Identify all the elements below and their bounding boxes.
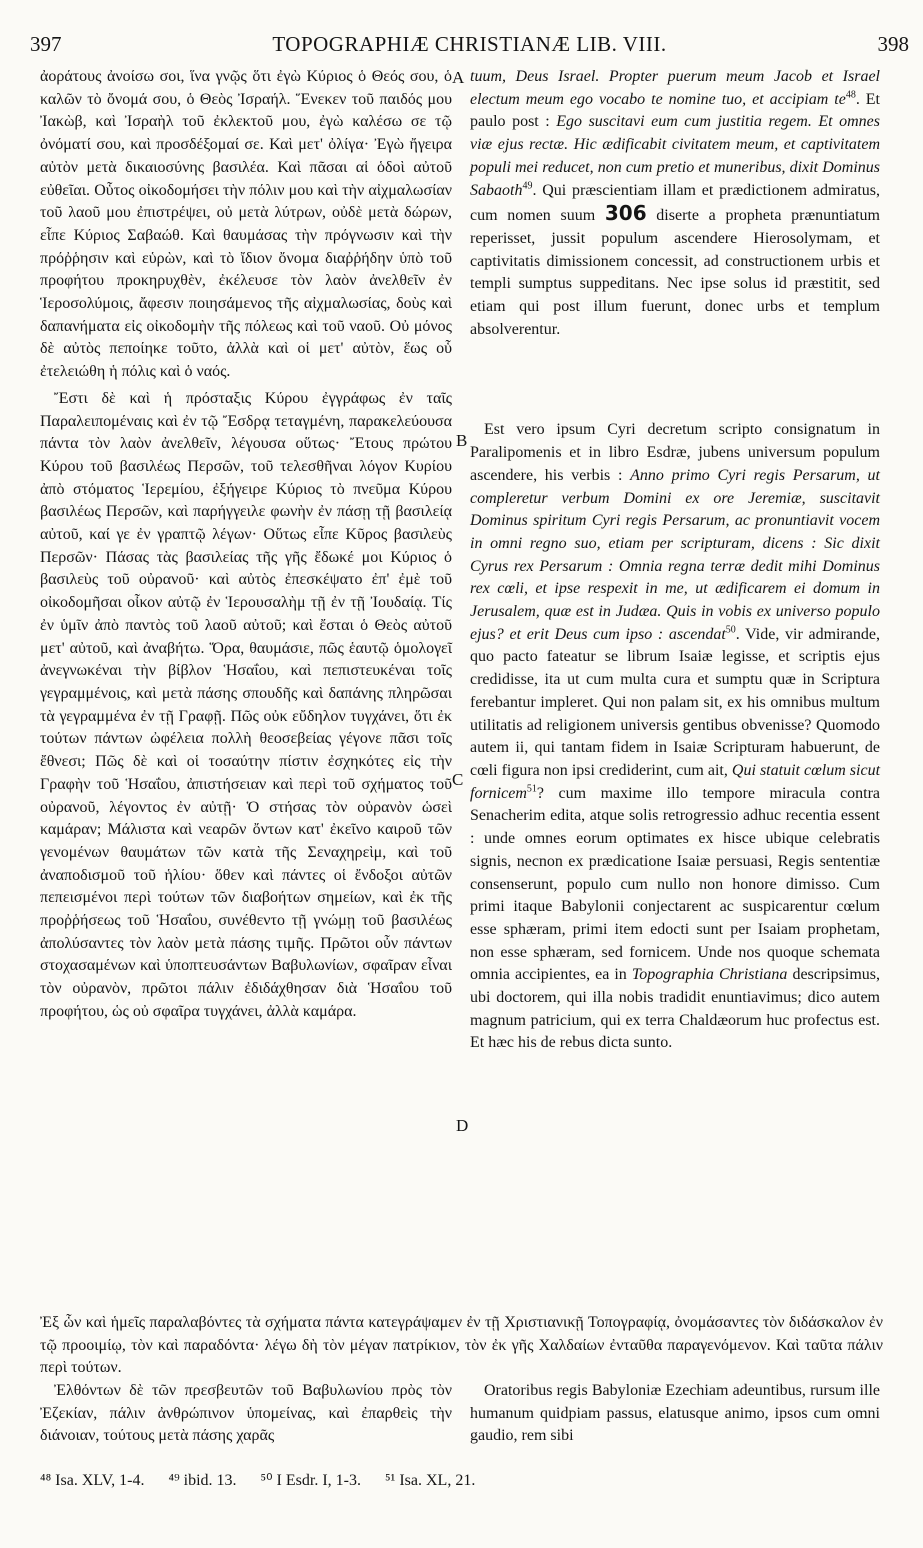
page-header (30, 32, 909, 62)
latin-text-5: . Vide, vir admirande, quo pacto fateatur se librum Isaiæ legisse, et scriptis ejus credidisse, ita ut cum multa cura et sumptu quæ in Scriptura ferebantur impleret. Qui non palam sit, ex his omnibus multum utilitatis ad religionem universis gentibus obvenisse? Quomodo autem ii, qui tantam fidem in Isaiæ Scripturam habuerunt, de cœli figura non ipsi crediderint, cum ait, (470, 625, 880, 779)
latin-text-7: descripsimus, ubi doctorem, qui illa nobis tradidit enuntiavimus; dico autem magnum patricium, qui ex terra Chaldæorum huc profectus est. Et hæc his de rebus dicta sunto. (470, 966, 880, 1052)
left-page-number: 397 (30, 32, 62, 56)
latin-text-3: diserte a propheta prænuntiatum reperisset, jussit populum ascendere Hierosolymam, et captivitatis dimissionem concessit, ad constructionem urbis et templi sumptus suppeditans. Nec ipse solus id præstitit, sed etiam qui post illum fuerunt, donec urbs et templum absolverentur. (470, 207, 881, 338)
latin-quote-2: Ego suscitavi eum cum justitia regem. Et omnes viæ ejus rectæ. Hic ædificabit civitatem meum, et captivitatem populi mei reducet, non cum pretio et muneribus, dixit Dominus Sabaoth (470, 113, 880, 199)
latin-text-2: . Qui præscientiam illam et prædictionem admiratus, cum nomen suum (470, 181, 880, 225)
latin-quote-4: Qui statuit cœlum sicut fornicem (470, 761, 881, 802)
page-marker-number: 306 (604, 201, 647, 226)
latin-text-4: Est vero ipsum Cyri decretum scripto consignatum in Paralipomenis et in libro Esdræ, jubens universum populum ascendere, his verbis : (470, 421, 880, 484)
greek-full-width-paragraph: Ἐξ ὧν καὶ ἡμεῖς παραλαβόντες τὰ σχήματα πάντα κατεγράψαμεν ἐν τῇ Χριστιανικῇ Τοπογραφίᾳ, ὀνομάσαντες τὸν διδάσκαλον ἐν τῷ προοιμίῳ, τὸν καὶ παραδόντα· λέγω δὴ τὸν μέγαν πατρίκιον, τὸν ἐκ γῆς Χαλδαίων ἐνταῦθα παραγενόμενον. Καὶ ταῦτα πάλιν περὶ τούτων. (40, 1314, 883, 1377)
footnote-49: ⁴⁹ ibid. 13. (168, 1472, 237, 1489)
footnote-ref-50: 50 (725, 624, 736, 636)
latin-quote-5: Topographia Christiana (631, 966, 788, 984)
footnote-ref-49: 49 (522, 180, 533, 192)
latin-text-6: ? cum maxime illo tempore miracula contra Senacherim edita, atque solis retrogressio adhuc recentia essent : unde omnes eorum optimates ex hisce ubique celebratis signis, necnon ex prædicatione Isaiæ persuasi, Regis sententiæ consenserunt, populo cum nullo non honore dimisso. Cum primi itaque Babylonii conjectarent ac suspicarentur cœlum esse sphæram, primi item edocti sunt per Isaiam prophetam, non esse sphæram, sed fornicem. Unde nos quoque schemata omnia accipientes, ea in (470, 784, 880, 984)
latin-quote-1: tuum, Deus Israel. Propter puerum meum Jacob et Israel electum meum ego vocabo te nomine tuo, et accipiam te (470, 68, 880, 108)
margin-letter-b: B (456, 431, 468, 450)
latin-text-1: . Et paulo post : (470, 90, 880, 131)
footnotes (40, 1470, 883, 1490)
latin-paragraph-1 (470, 66, 880, 341)
greek-paragraph-2: Ἔστι δὲ καὶ ἡ πρόσταξις Κύρου ἐγγράφως ἐν ταῖς Παραλειπομέναις καὶ ἐν τῷ Ἔσδρᾳ τεταγμένη, παρακελεύουσα πάντα τὸν λαὸν ἀνελθεῖν, λέγουσα οὕτως· Ἔτους πρώτου Κύρου τοῦ βασιλέως Περσῶν, τοῦ τελεσθῆναι λόγον Κυρίου ἀπὸ στόματος Ἱερεμίου, ἐξήγειρε Κύριος τὸ πνεῦμα Κύρου βασιλέως Περσῶν, καὶ παρήγγειλε φωνὴν ἐν πάσῃ τῇ βασιλείᾳ αὐτοῦ, καί γε ἐν γραπτῷ λέγων· Οὕτως εἶπε Κῦρος βασιλεὺς Περσῶν· Πάσας τὰς βασιλείας τῆς γῆς ἔδωκέ μοι Κύριος ὁ βασιλεὺς τοῦ οὐρανοῦ· καὶ αὐτὸς ἐπεσκέψατο ἐπ' ἐμὲ τοῦ οἰκοδομῆσαι οἶκον αὐτῷ ἐν Ἱερουσαλὴμ τῇ ἐν τῇ Ἰουδαίᾳ. Τίς ἐν ὑμῖν ἀπὸ παντὸς τοῦ λαοῦ αὐτοῦ; καὶ ἔσται ὁ Θεὸς αὐτοῦ μετ' αὐτοῦ, καὶ ἀναβήτω. Ὅρα, θαυμάσιε, πῶς ἑαυτῷ ὁμολογεῖ ἀνεγνωκέναι τὴν βίβλον Ἡσαΐου, καὶ πεπιστευκέναι τοῖς γεγραμμένοις, καὶ μετὰ πάσης σπουδῆς καὶ δαπάνης πληρῶσαι τὰ γεγραμμένα ἐν τῇ Γραφῇ. Πῶς οὐκ εὔδηλον τυγχάνει, ὅτι ἐκ τούτων πάντων ὠφέλεια πολλὴ θεοσεβείας γέγονε πᾶσι τοῖς ἔθνεσι; Πῶς δὲ καὶ οἱ τοσαύτην πίστιν ἐσχηκότες εἰς τὴν Γραφὴν τοῦ Ἡσαΐου, ἀπιστήσειαν καὶ περὶ τοῦ σχήματος τοῦ οὐρανοῦ, λέγοντος ἐν αὐτῇ· Ὁ στήσας τὸν οὐρανὸν ὡσεὶ καμάραν; Μάλιστα καὶ νεαρῶν ὄντων κατ' ἐκεῖνο καιροῦ τῶν γενομένων θαυμάτων τῶν κατὰ τῆς Σεναχηρεὶμ, καὶ τοῦ ἀναποδισμοῦ τοῦ ἡλίου· ὅθεν καὶ πάντες οἱ ἔνδοξοι αὐτῶν πεπεισμένοι περὶ τούτων τῶν διαβοήτων σημείων, καὶ ἐκ τῆς προῤῥήσεως τοῦ Ἡσαΐου, συνέθεντο τῇ γνώμῃ τοῦ βασιλέως ἀπολύσαντες τὸν λαὸν μετὰ πάσης τιμῆς. Πρῶτοι οὖν πάντων στοχασαμένων καὶ ὑποπτευσάντων Βαβυλωνίων, σφαῖραν εἶναι τὸν οὐρανὸν, πρῶτοι πάλιν ἐδιδάχθησαν διὰ Ἡσαΐου τοῦ προφήτου, ὡς οὐ σφαῖρα τυγχάνει, ἀλλὰ καμάρα. (40, 389, 452, 1020)
margin-letter-c: C (452, 770, 464, 789)
footnote-ref-48: 48 (845, 89, 856, 101)
footnote-ref-51: 51 (526, 783, 537, 795)
margin-letter-a: A (452, 68, 465, 87)
greek-column (40, 66, 452, 1024)
footnote-50: ⁵⁰ I Esdr. I, 1-3. (260, 1472, 361, 1489)
footnote-51: ⁵¹ Isa. XL, 21. (384, 1472, 476, 1489)
greek-paragraph-4: Ἐλθόντων δὲ τῶν πρεσβευτῶν τοῦ Βαβυλωνίου πρὸς τὸν Ἐζεκίαν, πάλιν ἀνθρώπινον ὑπομείνας, καὶ ἐπαρθεὶς τὴν διάνοιαν, τούτους μετὰ πάσης χαρᾶς (40, 1382, 452, 1445)
margin-letter-d: D (456, 1116, 469, 1135)
latin-paragraph-2 (470, 419, 880, 1055)
footnote-48: ⁴⁸ Isa. XLV, 1-4. (40, 1472, 145, 1489)
greek-paragraph-1: ἀοράτους ἀνοίσω σοι, ἵνα γνῷς ὅτι ἐγὼ Κύριος ὁ Θεός σου, ὁ καλῶν τὸ ὄνομά σου, ὁ Θεὸς Ἰσραήλ. Ἕνεκεν τοῦ παιδός μου Ἰακὼβ, καὶ Ἰσραὴλ τοῦ ἐκλεκτοῦ μου, ἐγὼ καλέσω σε τῷ ὀνόματί σου, καὶ προσδέξομαί σε. Καὶ μετ' ὀλίγα· Ἐγὼ ἤγειρα αὐτὸν μετὰ δικαιοσύνης βασιλέα. Καὶ πᾶσαι αἱ ὁδοὶ αὐτοῦ εὐθεῖαι. Οὗτος οἰκοδομήσει τὴν πόλιν μου καὶ τὴν αἰχμαλωσίαν τοῦ λαοῦ μου ἐπιστρέψει, οὐ μετὰ λύτρων, οὐδὲ μετὰ δώρων, εἶπε Κύριος Σαβαώθ. Καὶ θαυμάσας τὴν πρόγνωσιν καὶ τὴν πρόῤῥησιν καὶ εὑρὼν, καὶ τὸ ἴδιον ὄνομα διαῤῥήδην ὑπὸ τοῦ προφήτου προκηρυχθὲν, ἐκέλευσε τὸν λαὸν ἀνελθεῖν ἐν Ἱεροσολύμοις, ἄφεσιν ποιησάμενος τῆς αἰχμαλωσίας, δοὺς καὶ δαπανήματα εἰς οἰκοδομὴν τῆς πόλεως καὶ τοῦ ναοῦ. Οὐ μόνος δὲ αὐτὸς πεποίηκε τοῦτο, ἀλλὰ καὶ οἱ μετ' αὐτὸν, ἕως οὗ ἐτελειώθη ἡ πόλις καὶ ὁ ναός. (40, 68, 452, 381)
latin-column (470, 66, 880, 1055)
right-page-number: 398 (877, 32, 909, 56)
latin-paragraph-3: Oratoribus regis Babyloniæ Ezechiam adeuntibus, rursum ille humanum quidpiam passus, elatusque animo, ipsos cum omni gaudio, rem sibi (470, 1382, 880, 1445)
latin-quote-3: Anno primo Cyri regis Persarum, ut compleretur verbum Domini ex ore Jeremiæ, suscitavit Dominus spiritum Cyri regis Persarum, ac pronuntiavit vocem in omni regno suo, etiam per scripturam, dicens : Sic dixit Cyrus rex Persarum : Omnia regna terræ dedit mihi Dominus rex cœli, et ipse respexit in me, ut ædificarem ei domum in Jerusalem, quæ est in Judæa. Quis in vobis ex universo populo ejus? et erit Deus cum ipso : ascendat (470, 466, 881, 643)
running-title: TOPOGRAPHIÆ CHRISTIANÆ LIB. VIII. (272, 32, 667, 56)
